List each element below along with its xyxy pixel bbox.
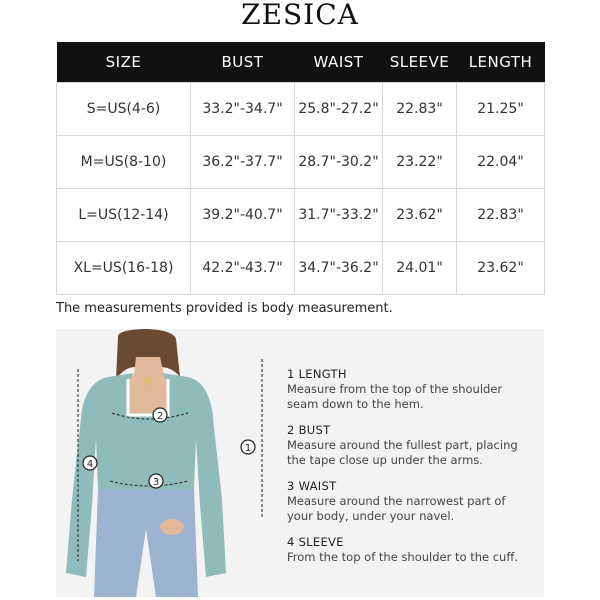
marker-3 — [149, 474, 163, 488]
svg-text:1: 1 — [244, 443, 252, 454]
step-waist — [287, 479, 527, 524]
step-title: 2 BUST — [287, 423, 331, 437]
cell-sleeve: 24.01" — [383, 241, 457, 294]
header-sleeve: SLEEVE — [383, 42, 457, 82]
cell-waist: 34.7"-36.2" — [295, 241, 383, 294]
cell-bust: 39.2"-40.7" — [191, 188, 295, 241]
cell-size: XL=US(16-18) — [57, 241, 191, 294]
table-row — [57, 82, 545, 135]
measurement-steps — [287, 367, 527, 576]
header-bust: BUST — [191, 42, 295, 82]
table-row — [57, 241, 545, 294]
cell-bust: 36.2"-37.7" — [191, 135, 295, 188]
cell-size: L=US(12-14) — [57, 188, 191, 241]
step-desc-line: seam down to the hem. — [287, 397, 424, 411]
step-sleeve — [287, 535, 527, 565]
necklace-pendant — [144, 377, 152, 385]
header-waist: WAIST — [295, 42, 383, 82]
cell-length: 21.25" — [457, 82, 545, 135]
measurement-note: The measurements provided is body measurement. — [56, 301, 393, 316]
cell-sleeve: 22.83" — [383, 82, 457, 135]
marker-4 — [83, 456, 97, 470]
header-size: SIZE — [57, 42, 191, 82]
svg-text:4: 4 — [86, 459, 94, 470]
svg-text:3: 3 — [152, 477, 160, 488]
size-chart-table — [56, 42, 545, 295]
cell-sleeve: 23.62" — [383, 188, 457, 241]
step-desc-line: From the top of the shoulder to the cuff. — [287, 550, 518, 564]
hand-shape — [160, 519, 184, 535]
step-desc-line: Measure from the top of the shoulder — [287, 382, 503, 396]
cell-size: M=US(8-10) — [57, 135, 191, 188]
cell-length: 22.04" — [457, 135, 545, 188]
svg-text:2: 2 — [156, 411, 164, 422]
table-row — [57, 135, 545, 188]
step-desc-line: Measure around the narrowest part of — [287, 494, 506, 508]
cell-waist: 25.8"-27.2" — [295, 82, 383, 135]
step-bust — [287, 423, 527, 468]
table-header-row — [57, 42, 545, 82]
cell-bust: 42.2"-43.7" — [191, 241, 295, 294]
model-figure — [56, 329, 266, 597]
step-desc-line: Measure around the fullest part, placing — [287, 438, 518, 452]
step-title: 3 WAIST — [287, 479, 337, 493]
cell-size: S=US(4-6) — [57, 82, 191, 135]
cell-waist: 28.7"-30.2" — [295, 135, 383, 188]
step-desc-line: your body, under your navel. — [287, 509, 455, 523]
header-length: LENGTH — [457, 42, 545, 82]
brand-logo: ZESICA — [241, 0, 359, 31]
cell-waist: 31.7"-33.2" — [295, 188, 383, 241]
cell-bust: 33.2"-34.7" — [191, 82, 295, 135]
marker-2 — [153, 408, 167, 422]
marker-1 — [241, 440, 255, 454]
step-length — [287, 367, 527, 412]
cell-length: 23.62" — [457, 241, 545, 294]
table-row — [57, 188, 545, 241]
cell-sleeve: 23.22" — [383, 135, 457, 188]
cell-length: 22.83" — [457, 188, 545, 241]
measurement-guide — [56, 329, 544, 597]
step-title: 4 SLEEVE — [287, 535, 344, 549]
step-title: 1 LENGTH — [287, 367, 347, 381]
step-desc-line: the tape close up under the arms. — [287, 453, 483, 467]
